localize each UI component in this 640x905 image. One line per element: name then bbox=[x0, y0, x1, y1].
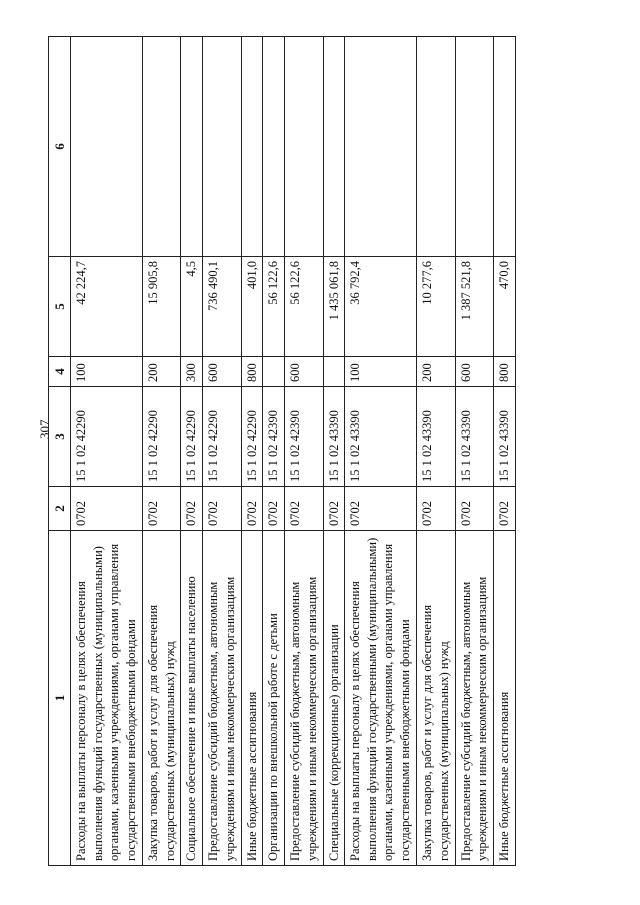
row-amount-cell: 56 122,6 bbox=[263, 257, 285, 357]
row-extra-cell bbox=[285, 37, 323, 257]
table-row bbox=[241, 37, 263, 866]
row-section-cell: 0702 bbox=[285, 487, 323, 531]
row-type-cell bbox=[323, 357, 345, 387]
table-row bbox=[71, 37, 143, 866]
row-type-cell: 800 bbox=[494, 357, 516, 387]
row-target-cell: 15 1 02 43390 bbox=[345, 387, 417, 487]
row-extra-cell bbox=[263, 37, 285, 257]
table-row bbox=[417, 37, 455, 866]
row-name-cell: Предоставление субсидий бюджетным, автономным учреждениям и иным некоммерческим организациям bbox=[285, 531, 323, 866]
row-target-cell: 15 1 02 42390 bbox=[285, 387, 323, 487]
row-extra-cell bbox=[494, 37, 516, 257]
row-section-cell: 0702 bbox=[417, 487, 455, 531]
row-section-cell: 0702 bbox=[494, 487, 516, 531]
row-amount-cell: 736 490,1 bbox=[203, 257, 241, 357]
table-row bbox=[263, 37, 285, 866]
row-target-cell: 15 1 02 43390 bbox=[417, 387, 455, 487]
header-col-3: 3 bbox=[49, 387, 71, 487]
table-row bbox=[345, 37, 417, 866]
row-amount-cell: 4,5 bbox=[181, 257, 203, 357]
row-section-cell: 0702 bbox=[143, 487, 181, 531]
header-col-1: 1 bbox=[49, 531, 71, 866]
row-type-cell: 300 bbox=[181, 357, 203, 387]
table-header-row bbox=[49, 37, 71, 866]
row-amount-cell: 56 122,6 bbox=[285, 257, 323, 357]
row-extra-cell bbox=[241, 37, 263, 257]
row-amount-cell: 10 277,6 bbox=[417, 257, 455, 357]
row-type-cell: 200 bbox=[417, 357, 455, 387]
row-name-cell: Иные бюджетные ассигнования bbox=[494, 531, 516, 866]
row-type-cell: 600 bbox=[455, 357, 493, 387]
row-name-cell: Закупка товаров, работ и услуг для обеспечения государственных (муниципальных) нужд bbox=[417, 531, 455, 866]
row-section-cell: 0702 bbox=[203, 487, 241, 531]
header-col-6: 6 bbox=[49, 37, 71, 257]
budget-table-container bbox=[48, 36, 516, 866]
row-section-cell: 0702 bbox=[323, 487, 345, 531]
row-amount-cell: 42 224,7 bbox=[71, 257, 143, 357]
row-extra-cell bbox=[323, 37, 345, 257]
table-row bbox=[494, 37, 516, 866]
row-name-cell: Специальные (коррекционные) организации bbox=[323, 531, 345, 866]
row-target-cell: 15 1 02 43390 bbox=[494, 387, 516, 487]
row-amount-cell: 36 792,4 bbox=[345, 257, 417, 357]
row-extra-cell bbox=[143, 37, 181, 257]
table-row bbox=[455, 37, 493, 866]
row-name-cell: Организации по внешкольной работе с детьми bbox=[263, 531, 285, 866]
row-name-cell: Закупка товаров, работ и услуг для обеспечения государственных (муниципальных) нужд bbox=[143, 531, 181, 866]
table-row bbox=[323, 37, 345, 866]
row-name-cell: Социальное обеспечение и иные выплаты населению bbox=[181, 531, 203, 866]
row-section-cell: 0702 bbox=[181, 487, 203, 531]
row-target-cell: 15 1 02 42290 bbox=[181, 387, 203, 487]
row-target-cell: 15 1 02 42290 bbox=[203, 387, 241, 487]
row-target-cell: 15 1 02 42290 bbox=[71, 387, 143, 487]
row-target-cell: 15 1 02 42290 bbox=[241, 387, 263, 487]
row-name-cell: Предоставление субсидий бюджетным, автономным учреждениям и иным некоммерческим организациям bbox=[203, 531, 241, 866]
table-row bbox=[203, 37, 241, 866]
row-target-cell: 15 1 02 43390 bbox=[455, 387, 493, 487]
row-name-cell: Иные бюджетные ассигнования bbox=[241, 531, 263, 866]
row-target-cell: 15 1 02 42290 bbox=[143, 387, 181, 487]
row-target-cell: 15 1 02 42390 bbox=[263, 387, 285, 487]
header-col-4: 4 bbox=[49, 357, 71, 387]
row-amount-cell: 1 435 061,8 bbox=[323, 257, 345, 357]
row-extra-cell bbox=[345, 37, 417, 257]
row-type-cell: 600 bbox=[285, 357, 323, 387]
page-number: 307 bbox=[37, 419, 52, 439]
row-extra-cell bbox=[203, 37, 241, 257]
row-extra-cell bbox=[181, 37, 203, 257]
header-col-5: 5 bbox=[49, 257, 71, 357]
row-amount-cell: 15 905,8 bbox=[143, 257, 181, 357]
row-section-cell: 0702 bbox=[241, 487, 263, 531]
budget-table bbox=[48, 36, 516, 866]
row-type-cell: 200 bbox=[143, 357, 181, 387]
row-type-cell: 800 bbox=[241, 357, 263, 387]
row-amount-cell: 401,0 bbox=[241, 257, 263, 357]
row-name-cell: Расходы на выплаты персоналу в целях обеспечения выполнения функций государственными (муниципальными) органами, казенными учреждениями, органами управления государственными внебюджетными фондами bbox=[345, 531, 417, 866]
row-name-cell: Предоставление субсидий бюджетным, автономным учреждениям и иным некоммерческим организациям bbox=[455, 531, 493, 866]
row-extra-cell bbox=[417, 37, 455, 257]
row-section-cell: 0702 bbox=[345, 487, 417, 531]
row-section-cell: 0702 bbox=[455, 487, 493, 531]
row-type-cell: 100 bbox=[71, 357, 143, 387]
row-type-cell: 600 bbox=[203, 357, 241, 387]
row-type-cell: 100 bbox=[345, 357, 417, 387]
row-extra-cell bbox=[455, 37, 493, 257]
row-amount-cell: 470,0 bbox=[494, 257, 516, 357]
row-section-cell: 0702 bbox=[263, 487, 285, 531]
table-row bbox=[181, 37, 203, 866]
row-type-cell bbox=[263, 357, 285, 387]
row-extra-cell bbox=[71, 37, 143, 257]
row-section-cell: 0702 bbox=[71, 487, 143, 531]
header-col-2: 2 bbox=[49, 487, 71, 531]
table-row bbox=[285, 37, 323, 866]
row-target-cell: 15 1 02 43390 bbox=[323, 387, 345, 487]
row-name-cell: Расходы на выплаты персоналу в целях обеспечения выполнения функций государственных (муниципальными) органами, казенными учреждениями, органами управления государственными внебюджетными фондами bbox=[71, 531, 143, 866]
table-row bbox=[143, 37, 181, 866]
row-amount-cell: 1 387 521,8 bbox=[455, 257, 493, 357]
